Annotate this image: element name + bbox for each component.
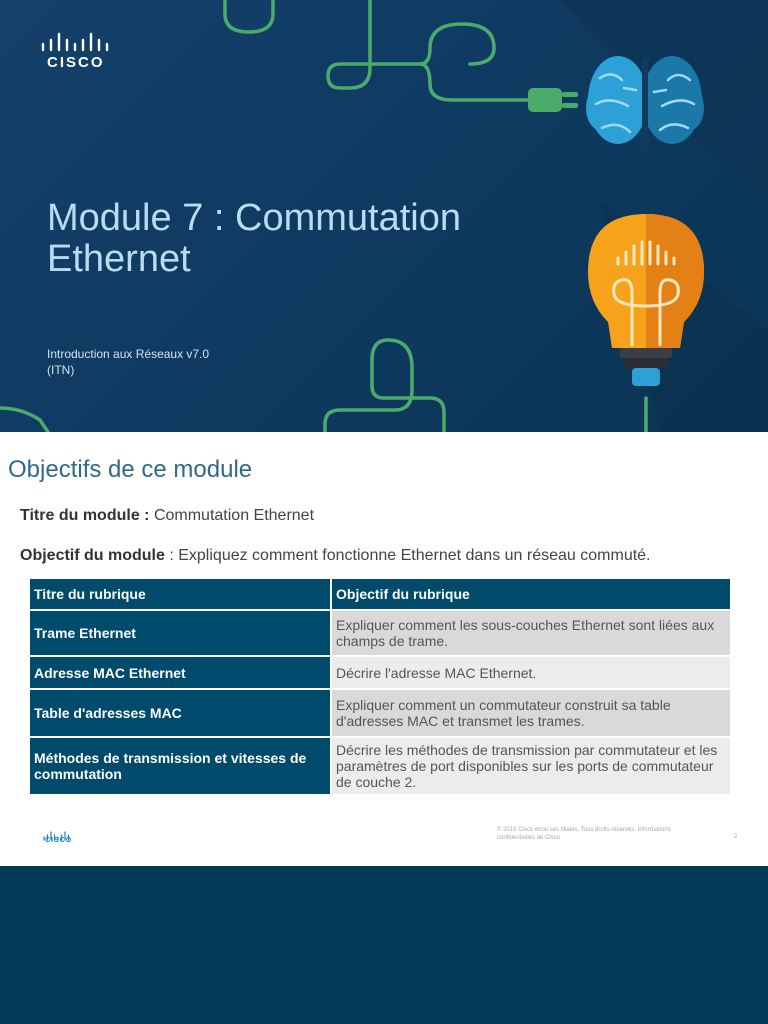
title-slide <box>0 0 768 432</box>
objectives-heading: Objectifs de ce module <box>8 456 253 483</box>
cisco-wordmark: CISCO <box>47 54 105 71</box>
module-goal-label: Objectif du module <box>20 547 165 564</box>
objectives-slide <box>0 432 768 866</box>
module-title-value: Commutation Ethernet <box>153 507 315 524</box>
table-header-row <box>29 578 731 610</box>
module-goal-value: : Expliquez comment fonctionne Ethernet dans un réseau commuté. <box>169 547 651 564</box>
table-row <box>29 610 731 656</box>
module-title-label: Titre du module : <box>20 507 150 524</box>
course-name: Introduction aux Réseaux v7.0 <box>47 347 210 361</box>
brain-icon <box>586 56 704 154</box>
slide-subtitle <box>47 346 307 378</box>
page-number: 2 <box>734 834 738 840</box>
course-code: (ITN) <box>47 363 75 377</box>
module-title-line <box>20 507 314 525</box>
topic-cell: Adresse MAC Ethernet <box>29 656 331 689</box>
module-goal-line <box>20 547 651 565</box>
footer-cisco-logo <box>42 828 72 846</box>
objective-cell: Décrire l'adresse MAC Ethernet. <box>331 656 731 689</box>
cisco-logo <box>40 32 110 71</box>
column-header-topic: Titre du rubrique <box>29 578 331 610</box>
cisco-wordmark: CISCO <box>45 837 73 844</box>
objective-cell: Expliquer comment un commutateur construit sa table d'adresses MAC et transmet les trames. <box>331 689 731 737</box>
copyright-notice: © 2016 Cisco et/ou ses filiales. Tous droits réservés. Informations confidentielles de Cisco <box>497 827 671 841</box>
topic-cell: Table d'adresses MAC <box>29 689 331 737</box>
topic-cell: Méthodes de transmission et vitesses de commutation <box>29 737 331 795</box>
power-plug-icon <box>528 88 578 112</box>
slide-title: Module 7 : Commutation Ethernet <box>47 197 461 280</box>
topic-cell: Trame Ethernet <box>29 610 331 656</box>
objective-cell: Décrire les méthodes de transmission par commutateur et les paramètres de port disponibles sur les ports de commutateur de couche 2. <box>331 737 731 795</box>
table-row <box>29 689 731 737</box>
objective-cell: Expliquer comment les sous-couches Ethernet sont liées aux champs de trame. <box>331 610 731 656</box>
cisco-bars-icon <box>40 32 110 54</box>
table-row <box>29 737 731 795</box>
column-header-objective: Objectif du rubrique <box>331 578 731 610</box>
topics-table <box>28 577 732 796</box>
table-row <box>29 656 731 689</box>
